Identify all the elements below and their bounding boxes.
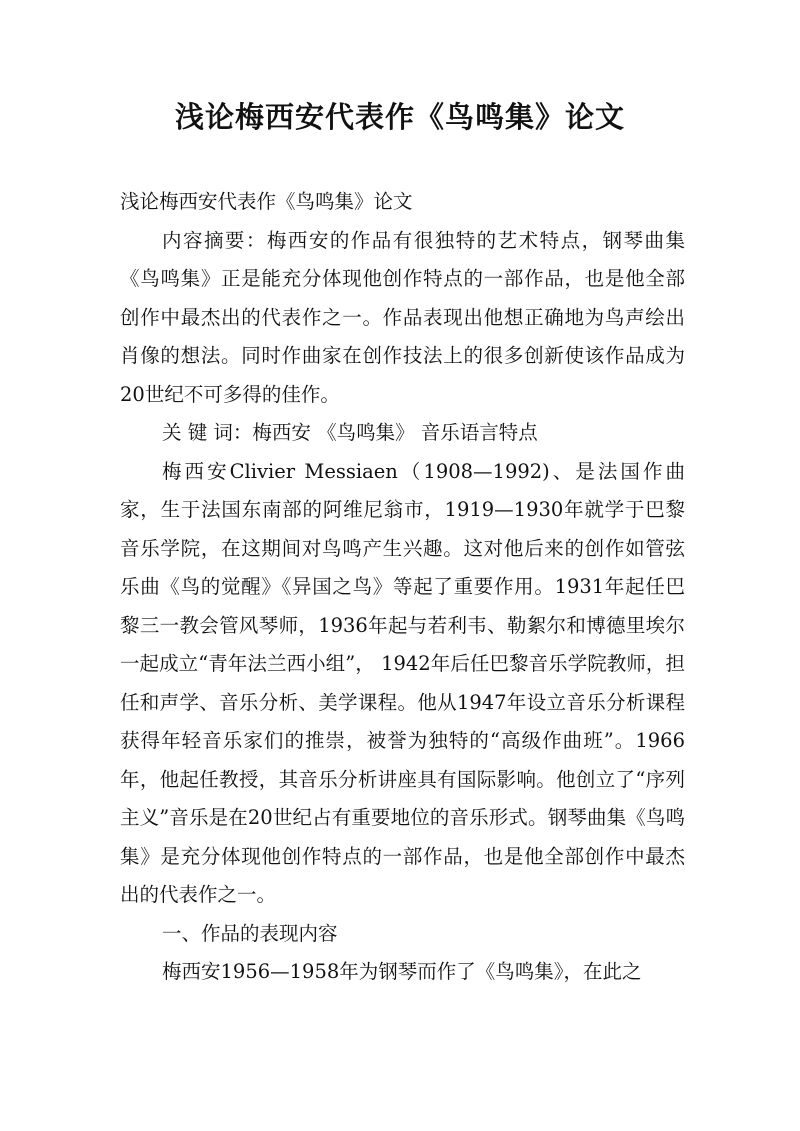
biography-paragraph: 梅西安Clivier Messiaen（1908—1992)、是法国作曲家，生于法国东南部的阿维尼翁市，1919—1930年就学于巴黎音乐学院，在这期间对鸟鸣产生兴趣。这对他后来的创作如管弦乐曲《鸟的觉醒》《异国之鸟》等起了重要作用。1931年起任巴黎三一教会管风琴师，1936年起与若利韦、勒絮尔和博德里埃尔一起成立“青年法兰西小组”， 1942年后任巴黎音乐学院教师，担任和声学、音乐分析、美学课程。他从1947年设立音乐分析课程获得年轻音乐家们的推崇，被誉为独特的“高级作曲班”。1966年，他起任教授，其音乐分析讲座具有国际影响。他创立了“序列主义”音乐是在20世纪占有重要地位的音乐形式。钢琴曲集《鸟鸣集》是充分体现他创作特点的一部作品，也是他全部创作中最杰出的代表作之一。 (120, 459, 685, 906)
keywords-paragraph: 关 键 词：梅西安 《鸟鸣集》 音乐语言特点 (162, 421, 538, 444)
section-paragraph: 梅西安1956—1958年为钢琴而作了《鸟鸣集》，在此之 (162, 960, 642, 983)
document-body (120, 183, 685, 992)
document-title: 浅论梅西安代表作《鸟鸣集》论文 (174, 100, 625, 134)
subtitle-paragraph: 浅论梅西安代表作《鸟鸣集》论文 (120, 190, 413, 213)
abstract-paragraph: 内容摘要：梅西安的作品有很独特的艺术特点，钢琴曲集《鸟鸣集》正是能充分体现他创作特点的一部作品，也是他全部创作中最杰出的代表作之一。作品表现出他想正确地为鸟声绘出肖像的想法。同时作曲家在创作技法上的很多创新使该作品成为20世纪不可多得的佳作。 (120, 228, 685, 406)
section-heading: 一、作品的表现内容 (162, 921, 338, 945)
